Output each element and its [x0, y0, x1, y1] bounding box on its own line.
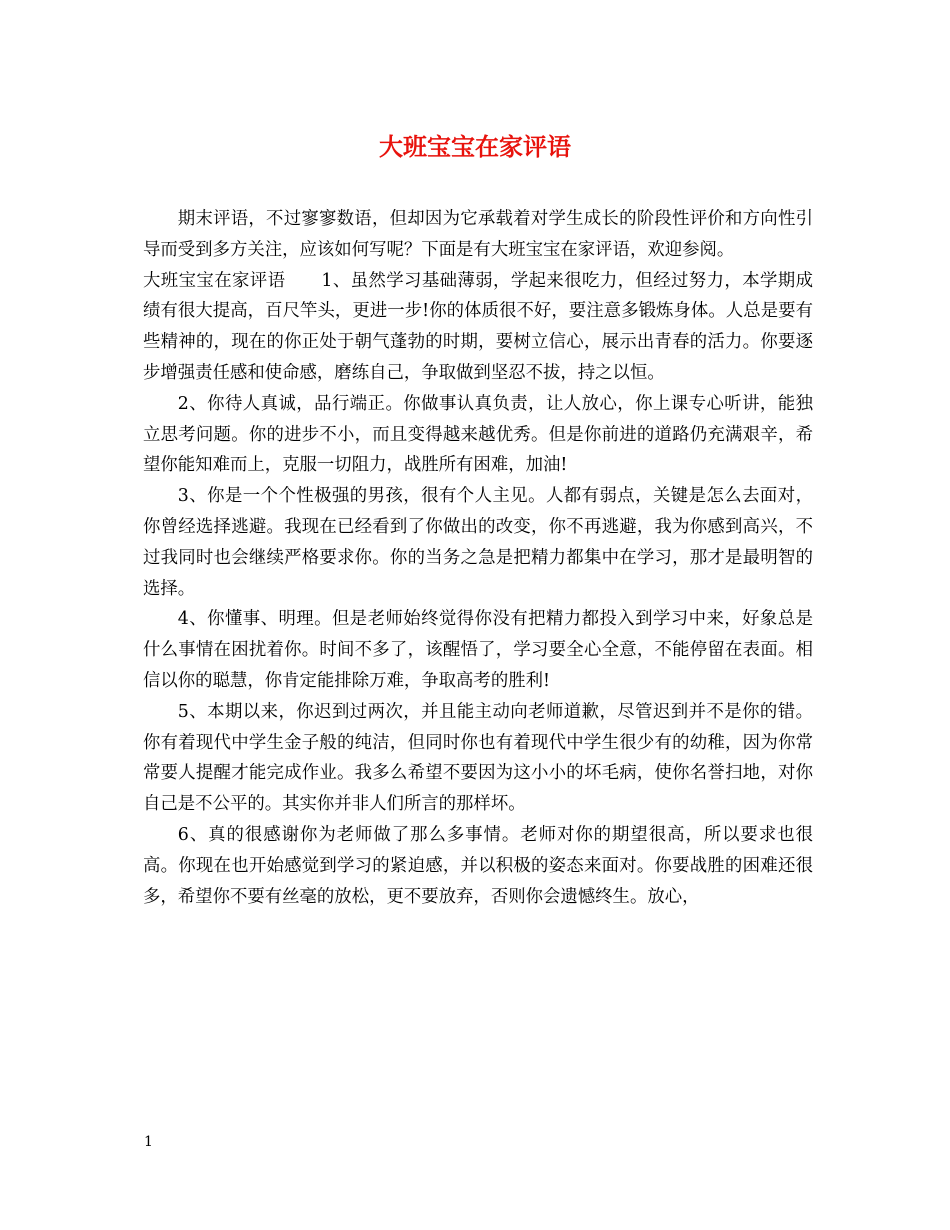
- comment-item-5: 5、本期以来，你迟到过两次，并且能主动向老师道歉，尽管迟到并不是你的错。你有着现代中学生金子般的纯洁，但同时你也有着现代中学生很少有的幼稚，因为你常常要人提醒才能完成作业。我多么希望不要因为这小小的坏毛病，使你名誉扫地，对你自己是不公平的。其实你并非人们所言的那样坏。: [143, 701, 813, 815]
- comment-item-3: 3、你是一个个性极强的男孩，很有个人主见。人都有弱点，关键是怎么去面对，你曾经选择逃避。我现在已经看到了你做出的改变，你不再逃避，我为你感到高兴，不过我同时也会继续严格要求你。你的当务之急是把精力都集中在学习，那才是最明智的选择。: [143, 486, 813, 599]
- page-number: 1: [144, 1134, 153, 1150]
- comment-item-1: 1、虽然学习基础薄弱，学起来很吃力，但经过努力，本学期成绩有很大提高，百尺竿头，更进一步!你的体质很不好，要注意多锻炼身体。人总是要有些精神的，现在的你正处于朝气蓬勃的时期，要树立信心，展示出青春的活力。你要逐步增强责任感和使命感，磨练自己，争取做到坚忍不拔，持之以恒。: [143, 270, 813, 383]
- document-body: [143, 204, 813, 912]
- section-paragraph: [143, 266, 813, 389]
- comment-item-6: 6、真的很感谢你为老师做了那么多事情。老师对你的期望很高，所以要求也很高。你现在也开始感觉到学习的紧迫感，并以积极的姿态来面对。你要战胜的困难还很多，希望你不要有丝毫的放松，更不要放弃，否则你会遗憾终生。放心，: [143, 824, 813, 907]
- section-heading: 大班宝宝在家评语: [143, 270, 286, 291]
- comment-item-2: 2、你待人真诚，品行端正。你做事认真负责，让人放心，你上课专心听讲，能独立思考问题。你的进步不小，而且变得越来越优秀。但是你前进的道路仍充满艰辛，希望你能知难而上，克服一切阻力，战胜所有困难，加油!: [143, 393, 813, 476]
- intro-paragraph: 期末评语，不过寥寥数语，但却因为它承载着对学生成长的阶段性评价和方向性引导而受到多方关注，应该如何写呢？下面是有大班宝宝在家评语，欢迎参阅。: [143, 209, 813, 260]
- comment-item-4: 4、你懂事、明理。但是老师始终觉得你没有把精力都投入到学习中来，好象总是什么事情在困扰着你。时间不多了，该醒悟了，学习要全心全意，不能停留在表面。相信以你的聪慧，你肯定能排除万难，争取高考的胜利!: [143, 609, 813, 691]
- document-title: 大班宝宝在家评语: [379, 132, 571, 161]
